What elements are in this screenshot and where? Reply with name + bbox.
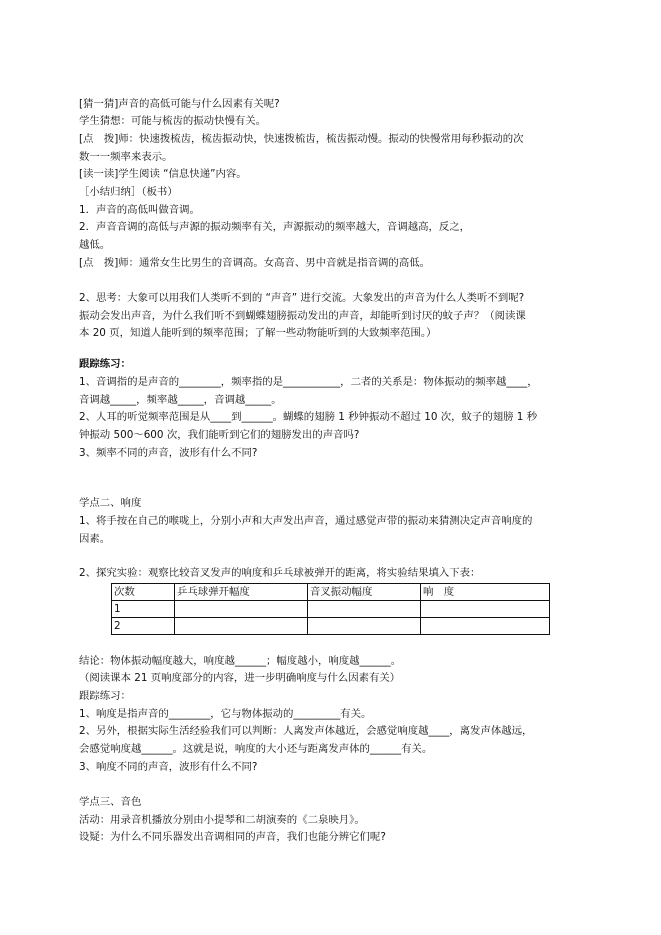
point-2-line-2: 越低。 bbox=[79, 239, 111, 251]
table-header-cell: 次数 bbox=[112, 584, 175, 601]
practice1-q3: 3、频率不同的声音，波形有什么不同? bbox=[79, 447, 258, 459]
guess-line: [猜一猜]声音的高低可能与什么因素有关呢? bbox=[79, 98, 280, 110]
practice2-p2-line-2: 会感觉响度越______。这就是说，响度的大小还与距离发声体的______有关。 bbox=[79, 743, 433, 755]
practice1-q2-line-1: 2、人耳的听觉频率范围是从____到______。蝴蝶的翅膀 1 秒钟振动不超过 10 次，蚊子的翅膀 1 秒 bbox=[79, 411, 538, 423]
table-cell bbox=[175, 618, 308, 635]
student-guess-line: 学生猜想：可能与梳齿的振动快慢有关。 bbox=[79, 115, 267, 127]
table-cell bbox=[308, 618, 421, 635]
table-cell bbox=[421, 601, 550, 618]
summary-title: ［小结归纳］（板书） bbox=[79, 186, 178, 198]
table-cell: 1 bbox=[112, 601, 175, 618]
point-2-line-1: 2．声音音调的高低与声源的振动频率有关，声源振动的频率越大，音调越高，反之， bbox=[79, 221, 471, 233]
hint-line-2: 数一一频率来表示。 bbox=[79, 151, 173, 163]
table-header-row bbox=[112, 584, 550, 601]
table-cell bbox=[421, 618, 550, 635]
practice2-title: 跟踪练习： bbox=[79, 690, 131, 702]
read-note-line: （阅读课本 21 页响度部分的内容，进一步明确响度与什么因素有关） bbox=[79, 672, 401, 684]
table-cell bbox=[308, 601, 421, 618]
table-row bbox=[112, 618, 550, 635]
table-header-cell: 音叉振动幅度 bbox=[308, 584, 421, 601]
part2-q1-line-1: 1、将手按在自己的喉咙上，分别小声和大声发出声音，通过感觉声带的振动来猜测决定声音响度的 bbox=[79, 515, 533, 527]
table-header-cell: 乒乓球弹开幅度 bbox=[175, 584, 308, 601]
practice1-q1-line-1: 1、音调指的是声音的________，频率指的是___________，二者的关系是：物体振动的频率越____， bbox=[79, 376, 538, 388]
table-row bbox=[112, 601, 550, 618]
practice1-title: 跟踪练习： bbox=[79, 358, 131, 370]
conclusion-line: 结论：物体振动幅度越大，响度越______；幅度越小，响度越______。 bbox=[79, 655, 402, 667]
think-line-1: 2、思考：大象可以用我们人类听不到的 “声音” 进行交流。大象发出的声音为什么人类听不到呢? bbox=[79, 292, 525, 304]
hint-line-1: [点 拨]师：快速拨梳齿，梳齿振动快，快速拨梳齿，梳齿振动慢。振动的快慢常用每秒振动的次 bbox=[79, 133, 524, 145]
experiment-line: 2、探究实验：观察比较音叉发声的响度和乒乓球被弹开的距离，将实验结果填入下表： bbox=[79, 567, 481, 579]
question-line: 设疑：为什么不同乐器发出音调相同的声音，我们也能分辨它们呢? bbox=[79, 831, 386, 843]
think-line-3: 本 20 页，知道人能听到的频率范围；了解一些动物能听到的大致频率范围。） bbox=[79, 327, 437, 339]
part2-q1-line-2: 因素。 bbox=[79, 533, 111, 545]
practice2-p3: 3、响度不同的声音，波形有什么不同? bbox=[79, 761, 258, 773]
read-line: [读一读]学生阅读 “信息快递”内容。 bbox=[79, 168, 247, 180]
practice2-p1: 1、响度是指声音的________，它与物体振动的_________有关。 bbox=[79, 708, 372, 720]
experiment-table bbox=[111, 583, 550, 635]
hint-2-line: [点 拨]师：通常女生比男生的音调高。女高音、男中音就是指音调的高低。 bbox=[79, 257, 430, 269]
activity-line: 活动：用录音机播放分别由小提琴和二胡演奏的《二泉映月》。 bbox=[79, 814, 365, 826]
part2-title: 学点二、响度 bbox=[79, 497, 142, 509]
think-line-2: 振动会发出声音，为什么我们听不到蝴蝶翅膀振动发出的声音，却能听到讨厌的蚊子声？（阅读课 bbox=[79, 310, 526, 322]
table-header-cell: 响 度 bbox=[421, 584, 550, 601]
table-cell bbox=[175, 601, 308, 618]
practice1-q1-line-2: 音调越_____，频率越_____，音调越_____。 bbox=[79, 394, 282, 406]
point-1: 1．声音的高低叫做音调。 bbox=[79, 204, 200, 216]
practice2-p2-line-1: 2、另外，根据实际生活经验我们可以判断：人离发声体越近，会感觉响度越____，离发声体越远， bbox=[79, 725, 533, 737]
table-cell: 2 bbox=[112, 618, 175, 635]
practice1-q2-line-2: 钟振动 500～600 次，我们能听到它们的翅膀发出的声音吗? bbox=[79, 429, 360, 441]
part3-title: 学点三、音色 bbox=[79, 796, 142, 808]
